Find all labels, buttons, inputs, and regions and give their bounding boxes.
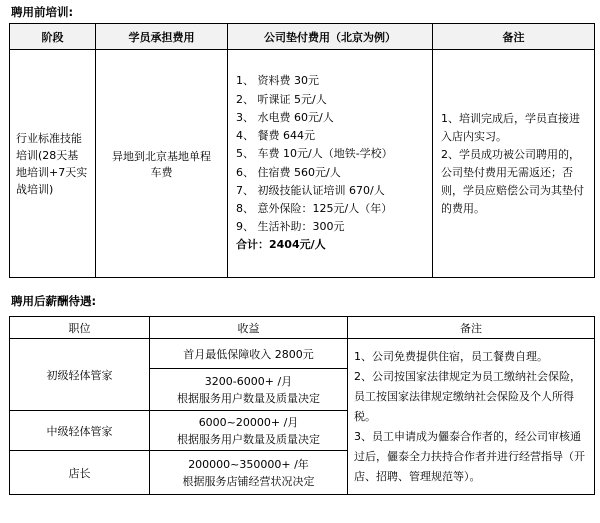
income-range: 6000~20000+ /月 — [198, 415, 299, 429]
header-remarks: 备注 — [348, 317, 595, 339]
cost-item: 7、 初级技能认证培训 670/人 — [236, 183, 385, 197]
header-company-cost: 公司垫付费用（北京为例） — [228, 24, 433, 50]
income-cell: 首月最低保障收入 2800元 — [150, 339, 348, 369]
company-cost-cell — [228, 50, 433, 278]
position-cell: 店长 — [10, 451, 150, 495]
income-basis: 根据服务用户数量及质量决定 — [177, 391, 320, 405]
cost-item: 5、 车费 10元/人（地铁-学校） — [236, 147, 393, 161]
income-basis: 根据服务店铺经营状况决定 — [182, 474, 315, 488]
cost-item: 1、 资料费 30元 — [236, 74, 319, 88]
cost-item: 8、 意外保险：125元/人（年） — [236, 201, 393, 215]
income-cell — [150, 451, 348, 495]
cost-item: 3、 水电费 60元/人 — [236, 110, 334, 124]
student-cost-text: 异地到北京基地单程车费 — [112, 149, 211, 179]
header-student-cost: 学员承担费用 — [96, 24, 228, 50]
pre-hire-training-title: 聘用前培训: — [11, 5, 74, 19]
cost-item: 4、 餐费 644元 — [236, 129, 315, 143]
income-cell — [150, 369, 348, 411]
note-item: 1、培训完成后，学员直接进入店内实习。 — [441, 111, 580, 143]
pre-hire-training-table — [9, 23, 595, 278]
note-item: 2、学员成功被公司聘用的，公司垫付费用无需返还；否则，学员应赔偿公司为其垫付的费用。 — [441, 147, 584, 215]
cost-item: 2、 听课证 5元/人 — [236, 92, 327, 106]
post-hire-pay-table — [9, 316, 595, 495]
income-basis: 根据服务用户数量及质量决定 — [177, 432, 320, 446]
position-cell: 中级轻体管家 — [10, 411, 150, 451]
income-cell — [150, 411, 348, 451]
remark-item: 2、公司按国家法律规定为员工缴纳社会保险，员工按国家法律规定缴纳社会保险及个人所得税。 — [354, 369, 581, 423]
income-range: 3200-6000+ /月 — [204, 374, 293, 388]
cost-item: 6、 住宿费 560元/人 — [236, 165, 341, 179]
cost-total: 合计：2404元/人 — [236, 238, 326, 252]
student-cost-cell — [96, 50, 228, 278]
remark-item: 1、公司免费提供住宿，员工餐费自理。 — [354, 349, 548, 363]
position-cell: 初级轻体管家 — [10, 339, 150, 411]
header-stage: 阶段 — [10, 24, 96, 50]
post-hire-pay-title: 聘用后薪酬待遇: — [11, 294, 97, 308]
notes-cell — [433, 50, 595, 278]
remarks-cell — [348, 339, 595, 495]
header-income: 收益 — [150, 317, 348, 339]
header-notes: 备注 — [433, 24, 595, 50]
header-position: 职位 — [10, 317, 150, 339]
income-range: 200000~350000+ /年 — [188, 457, 309, 471]
stage-cell: 行业标准技能培训(28天基地培训+7天实战培训) — [10, 50, 96, 278]
cost-item: 9、 生活补助：300元 — [236, 220, 345, 234]
remark-item: 3、员工申请成为儷泰合作者的，经公司审核通过后，儷泰全力扶持合作者并进行经营指导（开店、招聘、管理规范等）。 — [354, 429, 585, 483]
